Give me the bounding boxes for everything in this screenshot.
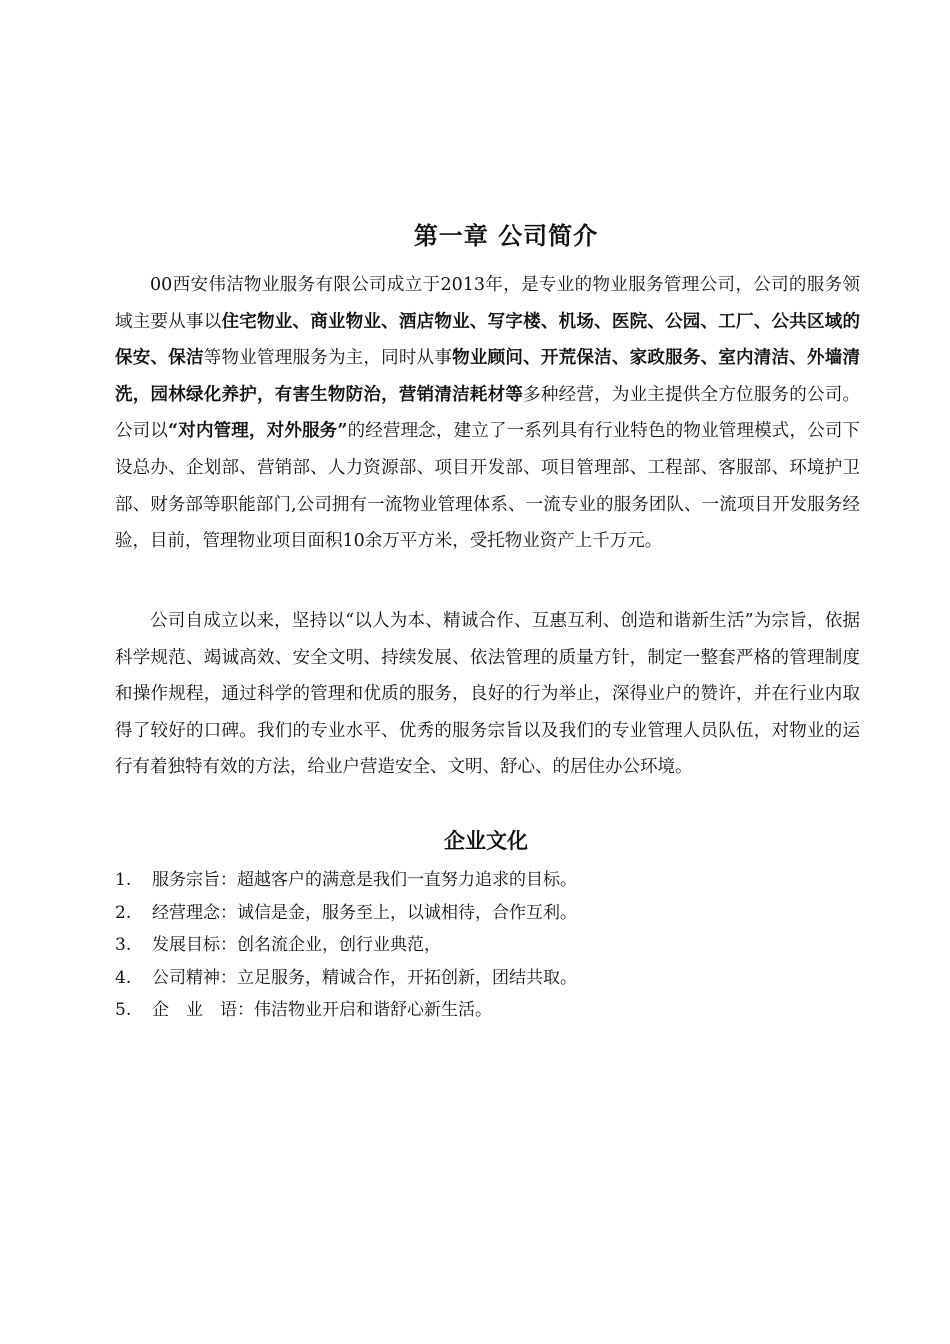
culture-item-number: 3. (115, 935, 132, 956)
culture-item-text: 经营理念：诚信是金，服务至上，以诚相待，合作互利。 (152, 902, 577, 923)
intro-paragraph-2-text: 公司自成立以来，坚持以“以人为本、精诚合作、互惠互利、创造和谐新生活”为宗旨，依据科学规范、竭诚高效、安全文明、持续发展、依法管理的质量方针，制定一整套严格的管理制度和操作规程，通过科学的管理和优质的服务，良好的行为举止，深得业户的赞许，并在行业内取得了较好的口碑。我们的专业水平、优秀的服务宗旨以及我们的专业管理人员队伍，对物业的运行有着独特有效的方法，给业户营造安全、文明、舒心、的居住办公环境。 (115, 611, 860, 778)
intro-paragraph-1-text (115, 267, 860, 560)
culture-list-item (115, 864, 860, 897)
intro-bold-segment: 物业顾问、开荒保洁、家政服务、室内清洁、外墙清洗，园林绿化养护，有害生物防治，营销清洁耗材等 (115, 348, 861, 405)
culture-item-number: 4. (115, 967, 132, 988)
culture-list-item (115, 929, 860, 962)
chapter-title: 第一章 公司简介 (413, 221, 599, 250)
culture-item-number: 1. (115, 870, 132, 890)
intro-bold-segment: 住宅物业、商业物业、酒店物业、写字楼、机场、医院、公园、工厂、公共区域的保安、保洁 (115, 311, 861, 369)
culture-list (115, 864, 860, 1027)
intro-paragraph-1 (115, 267, 860, 560)
intro-text-segment: 等物业管理服务为主，同时从事 (203, 348, 453, 369)
culture-list-item (115, 962, 860, 995)
culture-item-text: 发展目标：创名流企业，创行业典范， (152, 935, 441, 956)
culture-list-item (115, 994, 860, 1027)
intro-text-segment: 00西安伟洁物业服务有限公司成立于2013年，是专业的物业服务管理公司，公司的服务领域主要从事以 (115, 275, 860, 332)
culture-item-text: 服务宗旨：超越客户的满意是我们一直努力追求的目标。 (152, 870, 577, 890)
culture-item-number: 2. (115, 902, 132, 923)
culture-section-title: 企业文化 (444, 828, 528, 853)
culture-item-text: 公司精神：立足服务，精诚合作，开拓创新，团结共取。 (152, 967, 577, 988)
culture-list-item (115, 897, 860, 930)
intro-paragraph-2 (115, 603, 860, 786)
intro-bold-segment: “对内管理，对外服务” (168, 421, 348, 442)
intro-text-segment: 多种经营，为业主提供全方位服务的公司。公司以 (115, 384, 860, 442)
intro-text-segment: 的经营理念，建立了一系列具有行业特色的物业管理模式，公司下设总办、企划部、营销部、人力资源部、项目开发部、项目管理部、工程部、客服部、环境护卫部、财务部等职能部门,公司拥有一流物业管理体系、一流专业的服务团队、一流项目开发服务经验，目前，管理物业项目面积10余万平方米，受托物业资产上千万元。 (115, 421, 861, 552)
culture-item-text: 企 业 语：伟洁物业开启和谐舒心新生活。 (152, 1000, 492, 1021)
culture-item-number: 5. (115, 1000, 132, 1021)
